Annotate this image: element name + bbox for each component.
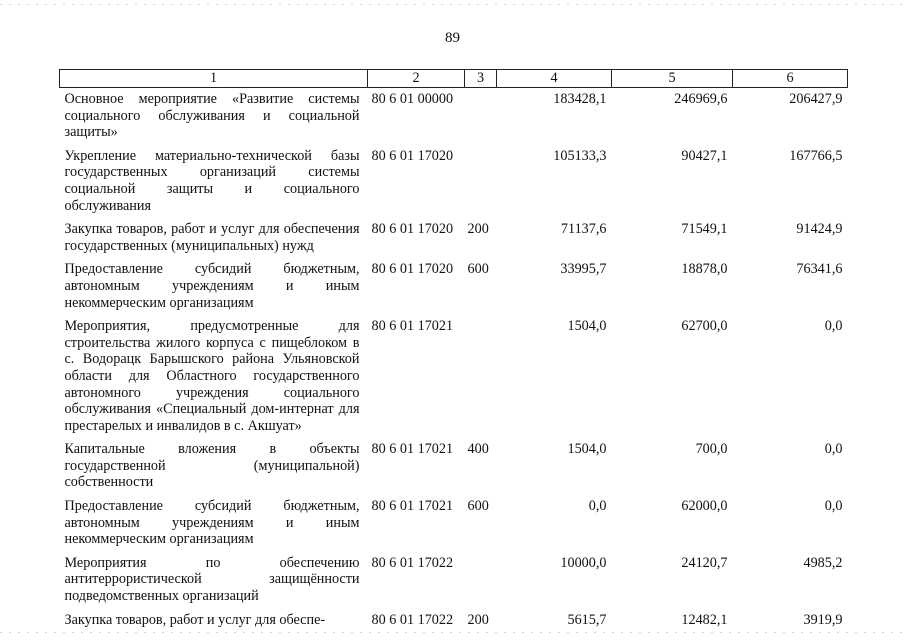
table-row [60,552,848,609]
row-type: 200 [467,221,489,238]
row-code: 80 6 01 17021 [371,498,454,515]
row-name: Закупка товаров, работ и услуг для обеспечения государственных (муниципальных) нужд [64,221,360,254]
row-value-5: 71549,1 [681,221,728,238]
row-type [465,315,497,438]
row-value-5: 700,0 [695,441,728,458]
table-body [60,88,848,633]
row-code: 80 6 01 00000 [371,91,454,107]
table-row [60,609,848,633]
row-value-5: 62000,0 [681,498,728,515]
row-type [465,145,497,218]
row-name: Мероприятия по обеспечению антитеррористической защищённости подведомственных организаций [64,554,360,605]
table-header [60,70,848,88]
row-value-6: 0,0 [824,498,843,515]
row-value-5: 18878,0 [681,261,728,278]
row-value-6: 0,0 [824,318,843,335]
row-value-4: 105133,3 [553,147,607,164]
column-header-3: 3 [465,70,497,88]
row-type [465,88,497,145]
row-value-5: 24120,7 [681,554,728,571]
row-type: 600 [467,498,489,515]
row-value-5: 12482,1 [681,611,728,628]
table-row [60,495,848,552]
row-value-6: 76341,6 [796,261,843,278]
row-value-4: 1504,0 [567,441,607,458]
row-value-5: 62700,0 [681,318,728,335]
table-row [60,315,848,438]
table-row [60,258,848,315]
row-value-4: 5615,7 [567,611,607,628]
row-value-6: 167766,5 [789,147,843,164]
row-code: 80 6 01 17021 [371,441,454,458]
page-number: 89 [445,30,460,46]
row-value-4: 33995,7 [560,261,607,278]
row-value-5: 246969,6 [674,91,728,107]
budget-table [59,69,848,632]
row-name: Предоставление субсидий бюджетным, автономным учреждениям и иным некоммерческим организациям [64,498,360,548]
table-row [60,218,848,258]
row-name: Закупка товаров, работ и услуг для обеспе- [64,611,326,628]
table-row [60,88,848,145]
row-value-6: 91424,9 [796,221,843,238]
table-row [60,145,848,218]
row-value-4: 0,0 [588,498,607,515]
table-row [60,438,848,495]
row-value-6: 206427,9 [789,91,843,107]
column-header-4: 4 [497,70,612,88]
row-name: Основное мероприятие «Развитие системы социального обслуживания и социальной защиты» [64,91,360,141]
row-type [465,552,497,609]
row-code: 80 6 01 17022 [371,554,454,571]
row-name: Мероприятия, предусмотренные для строительства жилого корпуса с пищеблоком в с. Водорацк Барышского района Ульяновской области для Областного государственного автономного учреждения социального обслуживания «Специальный дом-интернат для престарелых и инвалидов в с. Акшуат» [64,318,360,434]
row-code: 80 6 01 17020 [371,221,454,238]
row-code: 80 6 01 17020 [371,261,454,278]
column-header-1: 1 [60,70,368,88]
row-value-6: 4985,2 [803,554,843,571]
row-name: Предоставление субсидий бюджетным, автономным учреждениям и иным некоммерческим организациям [64,261,360,311]
row-code: 80 6 01 17022 [371,611,454,628]
row-name: Капитальные вложения в объекты государственной (муниципальной) собственности [64,441,360,491]
row-value-6: 3919,9 [803,611,843,628]
row-type: 400 [467,441,489,458]
row-value-4: 10000,0 [560,554,607,571]
column-header-5: 5 [612,70,733,88]
row-value-4: 1504,0 [567,318,607,335]
scan-artifact-top [0,4,905,5]
row-code: 80 6 01 17020 [371,147,454,164]
row-value-5: 90427,1 [681,147,728,164]
row-value-4: 71137,6 [560,221,607,238]
column-header-2: 2 [368,70,465,88]
row-type: 200 [467,611,489,628]
column-header-6: 6 [733,70,848,88]
row-value-4: 183428,1 [553,91,607,107]
row-value-6: 0,0 [824,441,843,458]
row-name: Укрепление материально-технической базы государственных организаций системы социальной защиты и социального обслуживания [64,147,360,214]
row-type: 600 [467,261,489,278]
header-row [60,70,848,88]
row-code: 80 6 01 17021 [371,318,454,335]
